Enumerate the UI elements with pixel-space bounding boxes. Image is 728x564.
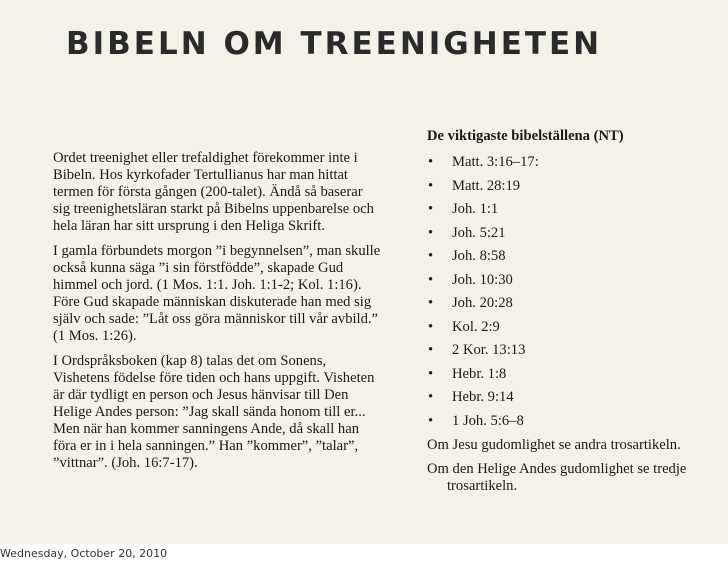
verse-reference: Kol. 2:9 bbox=[452, 318, 500, 335]
verse-reference: Joh. 1:1 bbox=[452, 201, 499, 217]
list-item bbox=[427, 154, 717, 178]
verse-reference: Joh. 8:58 bbox=[452, 248, 506, 264]
verse-reference: Joh. 5:21 bbox=[452, 224, 506, 241]
bullet-icon: • bbox=[428, 365, 434, 382]
date-footer: Wednesday, October 20, 2010 bbox=[0, 547, 168, 560]
bullet-icon: • bbox=[428, 201, 434, 217]
list-item bbox=[427, 319, 717, 343]
paragraph-creation: I gamla förbundets morgon ”i begynnelsen”, man skulle också kunna säga ”i sin förstfödde”, skapade Gud himmel och jord. (1 Mos. 1:1. Joh. 1:1-2; Kol. 1:16). Före Gud skapade människan diskuterade han med sig själv och sade: ”Låt oss göra människor till vår avbild.” (1 Mos. 1:26). bbox=[53, 243, 381, 344]
bullet-icon: • bbox=[428, 248, 434, 264]
right-text-column bbox=[427, 128, 717, 502]
bullet-icon: • bbox=[428, 224, 434, 241]
list-item bbox=[427, 272, 717, 296]
bullet-icon: • bbox=[428, 271, 434, 288]
bullet-icon: • bbox=[428, 342, 434, 358]
verse-reference: Matt. 3:16–17: bbox=[452, 154, 539, 170]
verse-list bbox=[427, 154, 717, 436]
list-item bbox=[427, 248, 717, 272]
list-item bbox=[427, 342, 717, 366]
list-item bbox=[427, 413, 717, 437]
note-jesus-divinity: Om Jesu gudomlighet se andra trosartikeln. bbox=[427, 437, 681, 453]
note-holy-spirit-divinity: Om den Helige Andes gudomlighet se tredje trosartikeln. bbox=[427, 461, 687, 494]
verse-reference: Hebr. 1:8 bbox=[452, 365, 507, 382]
bullet-icon: • bbox=[428, 154, 434, 170]
verse-reference: Joh. 20:28 bbox=[452, 295, 513, 311]
left-text-column bbox=[53, 150, 383, 480]
list-item bbox=[427, 295, 717, 319]
bullet-icon: • bbox=[428, 177, 434, 194]
list-item bbox=[427, 225, 717, 249]
paragraph-intro: Ordet treenighet eller trefaldighet förekommer inte i Bibeln. Hos kyrkofader Tertullianus har man hittat termen för första gången (200-talet). Ändå så baserar sig treenighetsläran starkt på Bibelns uppenbarelse och hela läran har sitt ursprung i den Heliga Skrift. bbox=[53, 150, 374, 234]
list-item bbox=[427, 201, 717, 225]
list-item bbox=[427, 366, 717, 390]
bullet-icon: • bbox=[428, 412, 434, 429]
paragraph-proverbs: I Ordspråksboken (kap 8) talas det om Sonens, Vishetens födelse före tiden och hans uppgift. Visheten är där tydligt en person och Jesus hänvisar till Den Helige Andes person: ”Jag skall sända honom till er... Men när han kommer sanningens Ande, då skall han föra er in i hela sanningen.” Han ”kommer”, ”talar”, ”vittnar”. (Joh. 16:7-17). bbox=[53, 353, 375, 471]
verse-reference: 2 Kor. 13:13 bbox=[452, 342, 526, 358]
slide-title: BIBELN OM TREENIGHETEN bbox=[66, 26, 603, 62]
verse-reference: Hebr. 9:14 bbox=[452, 389, 514, 405]
verse-reference: 1 Joh. 5:6–8 bbox=[452, 412, 524, 429]
bullet-icon: • bbox=[428, 295, 434, 311]
bullet-icon: • bbox=[428, 318, 434, 335]
list-item bbox=[427, 389, 717, 413]
bullet-icon: • bbox=[428, 389, 434, 405]
verses-heading: De viktigaste bibelställena (NT) bbox=[427, 128, 624, 144]
verse-reference: Joh. 10:30 bbox=[452, 271, 513, 288]
verse-reference: Matt. 28:19 bbox=[452, 177, 521, 194]
list-item bbox=[427, 178, 717, 202]
